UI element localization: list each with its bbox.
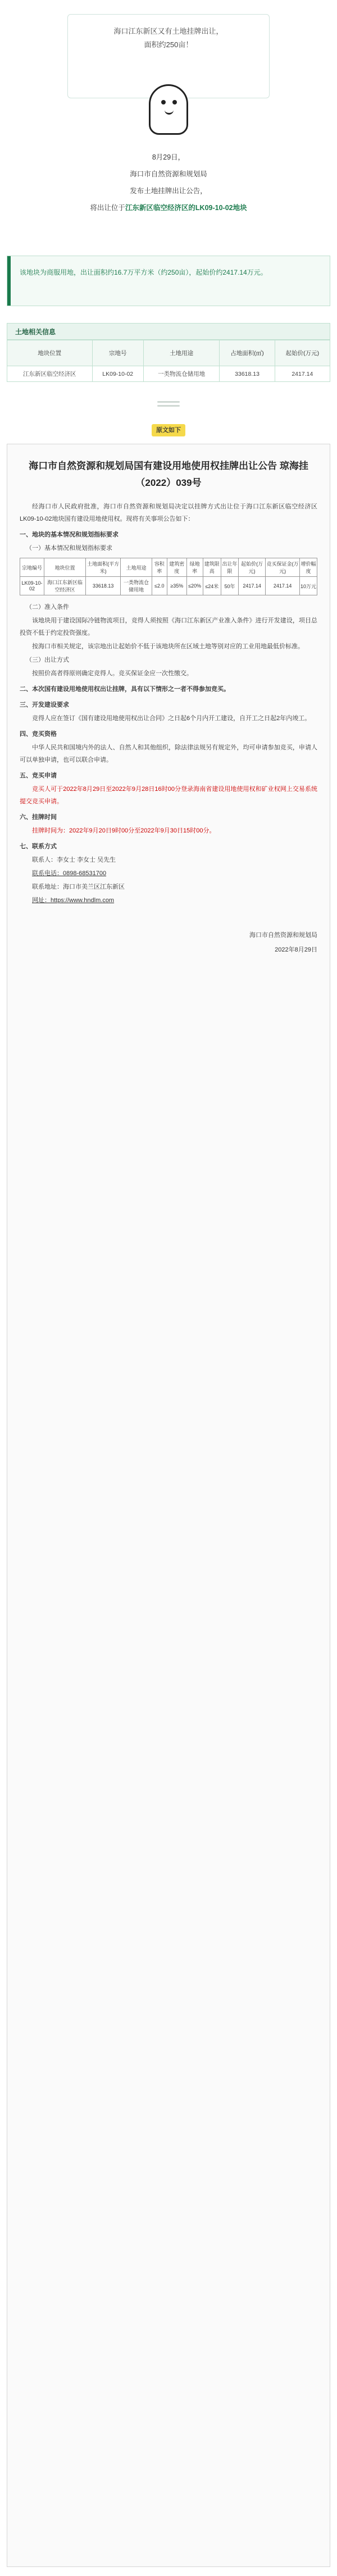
table-row (7, 366, 330, 382)
col-price: 起始价(万元) (275, 340, 330, 366)
section-1-3: （三）出让方式 (26, 657, 69, 663)
original-text-label: 原文如下 (152, 424, 185, 436)
contact-website-link[interactable]: 网址：https://www.hndlm.com (32, 897, 115, 904)
land-info-header: 土地相关信息 (7, 323, 330, 340)
plan-table: 宗地编号 地块位置 土地面积(平方米) 土地用途 容积率 建筑密度 绿地率 建筑限高 出让年限 起始价(万元) 竞买保证金(万元) 增价幅度 LK09-10-02 海口江东新区临空经济区 33618.13 一类物流仓储用地 ≤2.0 ≥35% ≤20% ≤24米 50年 2417.14 2417.14 10万元 (20, 558, 317, 595)
intro-text (45, 149, 292, 216)
paragraph-d: 竞得人应在签订《国有建设用地使用权出让合同》之日起6个月内开工建设，自开工之日起2年内竣工。 (32, 715, 311, 722)
col-location: 地块位置 (7, 340, 93, 366)
land-info-table (7, 340, 330, 382)
paragraph-f: 竞买人可于2022年8月29日至2022年9月28日16时00分登录海南省建设用地使用权和矿业权网上交易系统提交竞买申请。 (20, 786, 317, 805)
contact-address: 联系地址：海口市美兰区江东新区 (32, 884, 125, 890)
cell-parcel: LK09-10-02 (92, 366, 143, 382)
section-1-2: （二）准入条件 (26, 604, 69, 611)
intro-line-3: 发布土地挂牌出让公告， (130, 187, 207, 195)
announcement-document (7, 444, 330, 2567)
banner-text: 该地块为商服用地，出让面积约16.7万平方米（约250亩），起始价约2417.14万元。 (20, 268, 267, 276)
paragraph-c: 按照价高者得原则确定竞得人。竞买保证金应一次性缴交。 (32, 670, 193, 677)
hero-line-2: 面积约250亩！ (144, 40, 193, 49)
table-row: LK09-10-02 海口江东新区临空经济区 33618.13 一类物流仓储用地 ≤2.0 ≥35% ≤20% ≤24米 50年 2417.14 2417.14 10万元 (20, 577, 317, 595)
land-info (7, 323, 330, 382)
col-area: 占地面积(㎡) (220, 340, 275, 366)
hero-section (0, 0, 337, 315)
intro-line-4: 将出让位于江东新区临空经济区的LK09-10-02地块 (90, 204, 247, 212)
cell-area: 33618.13 (220, 366, 275, 382)
ghost-mascot-icon (143, 79, 194, 140)
paragraph-e: 中华人民共和国境内外的法人、自然人和其他组织，除法律法规另有规定外，均可申请参加竞买，申请人可以单独申请，也可以联合申请。 (20, 744, 317, 763)
intro-line-1: 8月29日， (152, 153, 185, 161)
section-4: 四、竞买资格 (20, 731, 57, 738)
section-7: 七、联系方式 (20, 843, 57, 850)
cell-price: 2417.14 (275, 366, 330, 382)
section-1: 一、地块的基本情况和规划指标要求 (20, 531, 119, 538)
cell-location: 江东新区临空经济区 (7, 366, 93, 382)
paragraph-g: 挂牌时间为：2022年9月20日9时00分至2022年9月30日15时00分。 (32, 827, 216, 834)
section-3: 三、开发建设要求 (20, 702, 69, 708)
cell-use: 一类物流仓储用地 (143, 366, 220, 382)
section-5: 五、竞买申请 (20, 772, 57, 779)
section-2: 二、本次国有建设用地使用权出让挂牌，具有以下情形之一者不得参加竞买。 (20, 686, 230, 693)
signature-org: 海口市自然资源和规划局 (249, 932, 317, 939)
section-6: 六、挂牌时间 (20, 814, 57, 821)
signature-date: 2022年8月29日 (275, 946, 317, 953)
document-intro: 经海口市人民政府批准，海口市自然资源和规划局决定以挂牌方式出让位于海口江东新区临空经济区LK09-10-02地块国有建设用地使用权。现将有关事项公告如下： (20, 503, 317, 522)
intro-highlight: 江东新区临空经济区的LK09-10-02地块 (125, 204, 247, 212)
contact-phone[interactable]: 联系电话：0898-68531700 (32, 870, 107, 877)
contact-1: 联系人：李女士 李女士 吴先生 (32, 857, 116, 863)
summary-banner (7, 256, 330, 306)
paragraph-b: 按海口市相关规定，该宗地出让起始价不低于该地块所在区域土地等别对应的工业用地最低价标准。 (32, 643, 304, 650)
section-1-1: （一）基本情况和规划指标要求 (26, 545, 112, 552)
paragraph-a: 该地块用于建设国际冷链物流项目，竞得人须按照《海口江东新区产业准入条件》进行开发建设，项目总投资不低于约定投资强度。 (20, 617, 317, 636)
divider-icon (152, 399, 185, 421)
hero-line-1: 海口江东新区又有土地挂牌出让， (113, 27, 224, 35)
intro-line-2: 海口市自然资源和规划局 (130, 170, 207, 178)
col-use: 土地用途 (143, 340, 220, 366)
document-title: 海口市自然资源和规划局国有建设用地使用权挂牌出让公告 琼海挂（2022）039号 (29, 461, 308, 488)
col-parcel: 宗地号 (92, 340, 143, 366)
